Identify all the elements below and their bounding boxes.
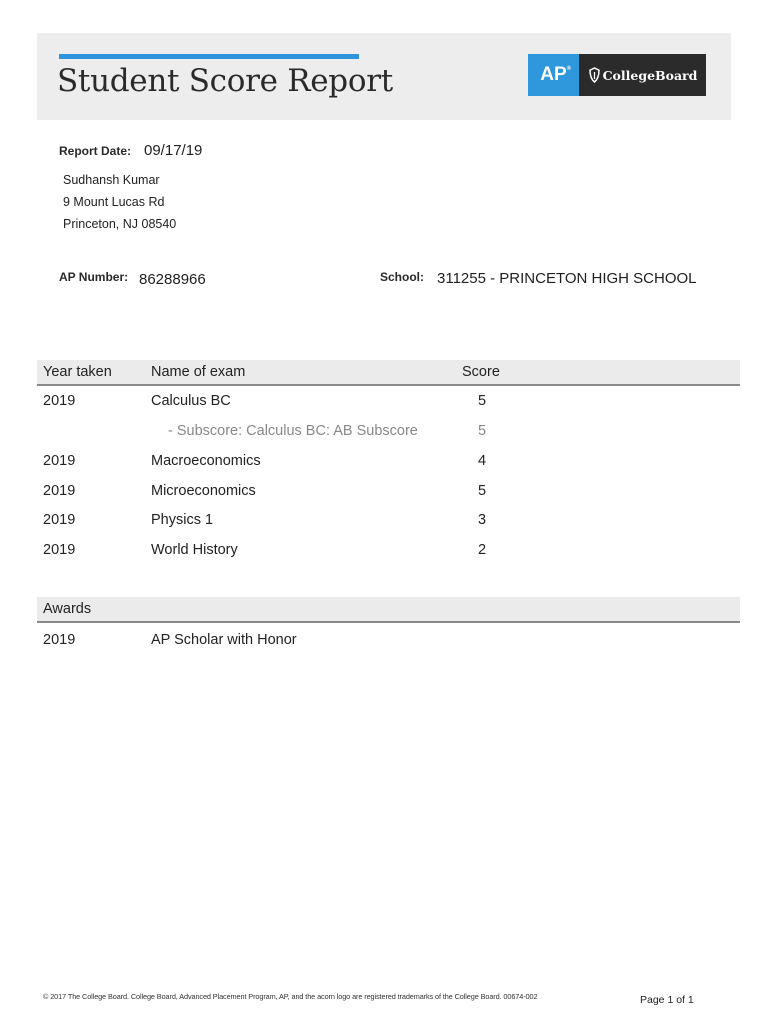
column-header-score: Score (462, 364, 500, 380)
row-year: 2019 (43, 453, 76, 469)
row-exam: - Subscore: Calculus BC: AB Subscore (168, 423, 418, 439)
table-row (37, 512, 740, 534)
row-exam: Physics 1 (151, 512, 214, 528)
header-accent-bar (59, 54, 359, 59)
ap-number-value: 86288966 (139, 271, 206, 288)
row-year: 2019 (43, 393, 76, 409)
school-value: 311255 - PRINCETON HIGH SCHOOL (437, 270, 697, 287)
awards-header-label: Awards (43, 601, 92, 617)
scores-table-header (37, 360, 740, 386)
ap-registered-mark: ® (566, 66, 571, 72)
awards-table-header (37, 597, 740, 623)
row-year: 2019 (43, 483, 76, 499)
address-line-2: Princeton, NJ 08540 (63, 217, 177, 231)
row-exam: Macroeconomics (151, 453, 261, 469)
row-score: 5 (478, 423, 487, 439)
student-name: Sudhansh Kumar (63, 173, 160, 187)
ap-collegeboard-logo (528, 54, 706, 96)
ap-logo (528, 54, 579, 96)
row-exam: Microeconomics (151, 483, 256, 499)
ap-number-label: AP Number: (59, 270, 129, 284)
page-title: Student Score Report (57, 63, 393, 99)
report-header (37, 33, 731, 120)
table-row (37, 542, 740, 564)
award-row (37, 632, 740, 654)
row-year: 2019 (43, 542, 76, 558)
table-row (37, 483, 740, 505)
award-year: 2019 (43, 632, 76, 648)
row-exam: World History (151, 542, 238, 558)
table-row-subscore (37, 423, 740, 445)
row-year: 2019 (43, 512, 76, 528)
page-number: Page 1 of 1 (640, 994, 694, 1006)
table-row (37, 453, 740, 475)
acorn-icon (588, 67, 601, 83)
award-name: AP Scholar with Honor (151, 632, 297, 648)
row-score: 4 (478, 453, 487, 469)
report-date-value: 09/17/19 (144, 142, 203, 159)
row-score: 5 (478, 393, 487, 409)
row-score: 5 (478, 483, 487, 499)
report-date-label: Report Date: (59, 144, 132, 158)
collegeboard-logo-text: CollegeBoard (602, 67, 698, 83)
row-score: 3 (478, 512, 487, 528)
row-exam: Calculus BC (151, 393, 231, 409)
collegeboard-logo (579, 54, 706, 96)
copyright-footer: © 2017 The College Board. College Board, Advanced Placement Program, AP, and the acorn logo are registered trademarks of the College Board. 00674-002 (43, 992, 538, 1001)
row-score: 2 (478, 542, 487, 558)
ap-logo-text: AP (540, 64, 567, 85)
column-header-exam: Name of exam (151, 364, 246, 380)
school-label: School: (380, 270, 424, 284)
address-line-1: 9 Mount Lucas Rd (63, 195, 165, 209)
table-row (37, 393, 740, 415)
column-header-year: Year taken (43, 364, 112, 380)
